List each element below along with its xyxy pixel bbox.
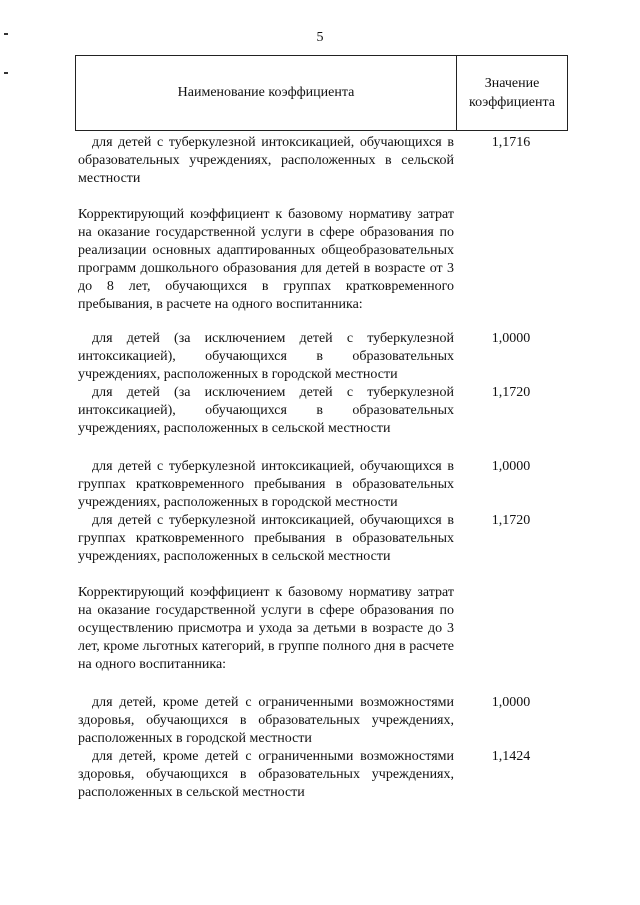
table-row: [78, 694, 558, 748]
table-row: [78, 748, 558, 802]
row-description: для детей с туберкулезной интоксикацией, обучающихся в группах кратковременного пребывания в образовательных учреждениях, расположенных в городской местности: [78, 459, 454, 510]
coefficient-table-body: [78, 134, 558, 802]
row-description: для детей, кроме детей с ограниченными возможностями здоровья, обучающихся в образовательных учреждениях, расположенных в городской местности: [78, 695, 454, 746]
section-paragraph: Корректирующий коэффициент к базовому нормативу затрат на оказание государственной услуги в сфере образования по реализации основных адаптированных общеобразовательных программ дошкольного образования для детей в возрасте от 3 до 8 лет, обучающихся в группах кратковременного пребывания, в расчете на одного воспитанника:: [78, 207, 454, 312]
page-number: 5: [316, 30, 324, 45]
row-coefficient-value: 1,0000: [491, 331, 531, 346]
table-row: [78, 134, 558, 188]
column-header-name: Наименование коэффициента: [76, 56, 457, 130]
row-description: для детей с туберкулезной интоксикацией, обучающихся в группах кратковременного пребывания в образовательных учреждениях, расположенных в сельской местности: [78, 513, 454, 564]
column-header-value: Значение коэффициента: [469, 76, 555, 110]
row-description: для детей (за исключением детей с туберкулезной интоксикацией), обучающихся в образовательных учреждениях, расположенных в городской местности: [78, 331, 454, 382]
row-coefficient-value: 1,1716: [491, 135, 531, 150]
section-paragraph: Корректирующий коэффициент к базовому нормативу затрат на оказание государственной услуги в сфере образования по осуществлению присмотра и ухода за детьми в возрасте до 3 лет, кроме льготных категорий, в группе полного дня в расчете на одного воспитанника:: [78, 585, 454, 672]
row-description: для детей с туберкулезной интоксикацией, обучающихся в образовательных учреждениях, расположенных в сельской местности: [78, 135, 454, 186]
row-description: для детей, кроме детей с ограниченными возможностями здоровья, обучающихся в образовательных учреждениях, расположенных в сельской местности: [78, 749, 454, 800]
row-coefficient-value: 1,1424: [491, 749, 531, 764]
scan-edge-mark: [4, 72, 8, 74]
table-row: [78, 512, 558, 566]
table-row: [78, 330, 558, 384]
coefficient-table-header: [75, 55, 568, 131]
row-coefficient-value: 1,1720: [491, 513, 531, 528]
scan-edge-mark: [4, 33, 8, 35]
row-coefficient-value: 1,0000: [491, 695, 531, 710]
table-row: [78, 458, 558, 512]
row-coefficient-value: 1,1720: [491, 385, 531, 400]
row-coefficient-value: 1,0000: [491, 459, 531, 474]
row-description: для детей (за исключением детей с туберкулезной интоксикацией), обучающихся в образовательных учреждениях, расположенных в сельской местности: [78, 385, 454, 436]
table-row: [78, 384, 558, 438]
